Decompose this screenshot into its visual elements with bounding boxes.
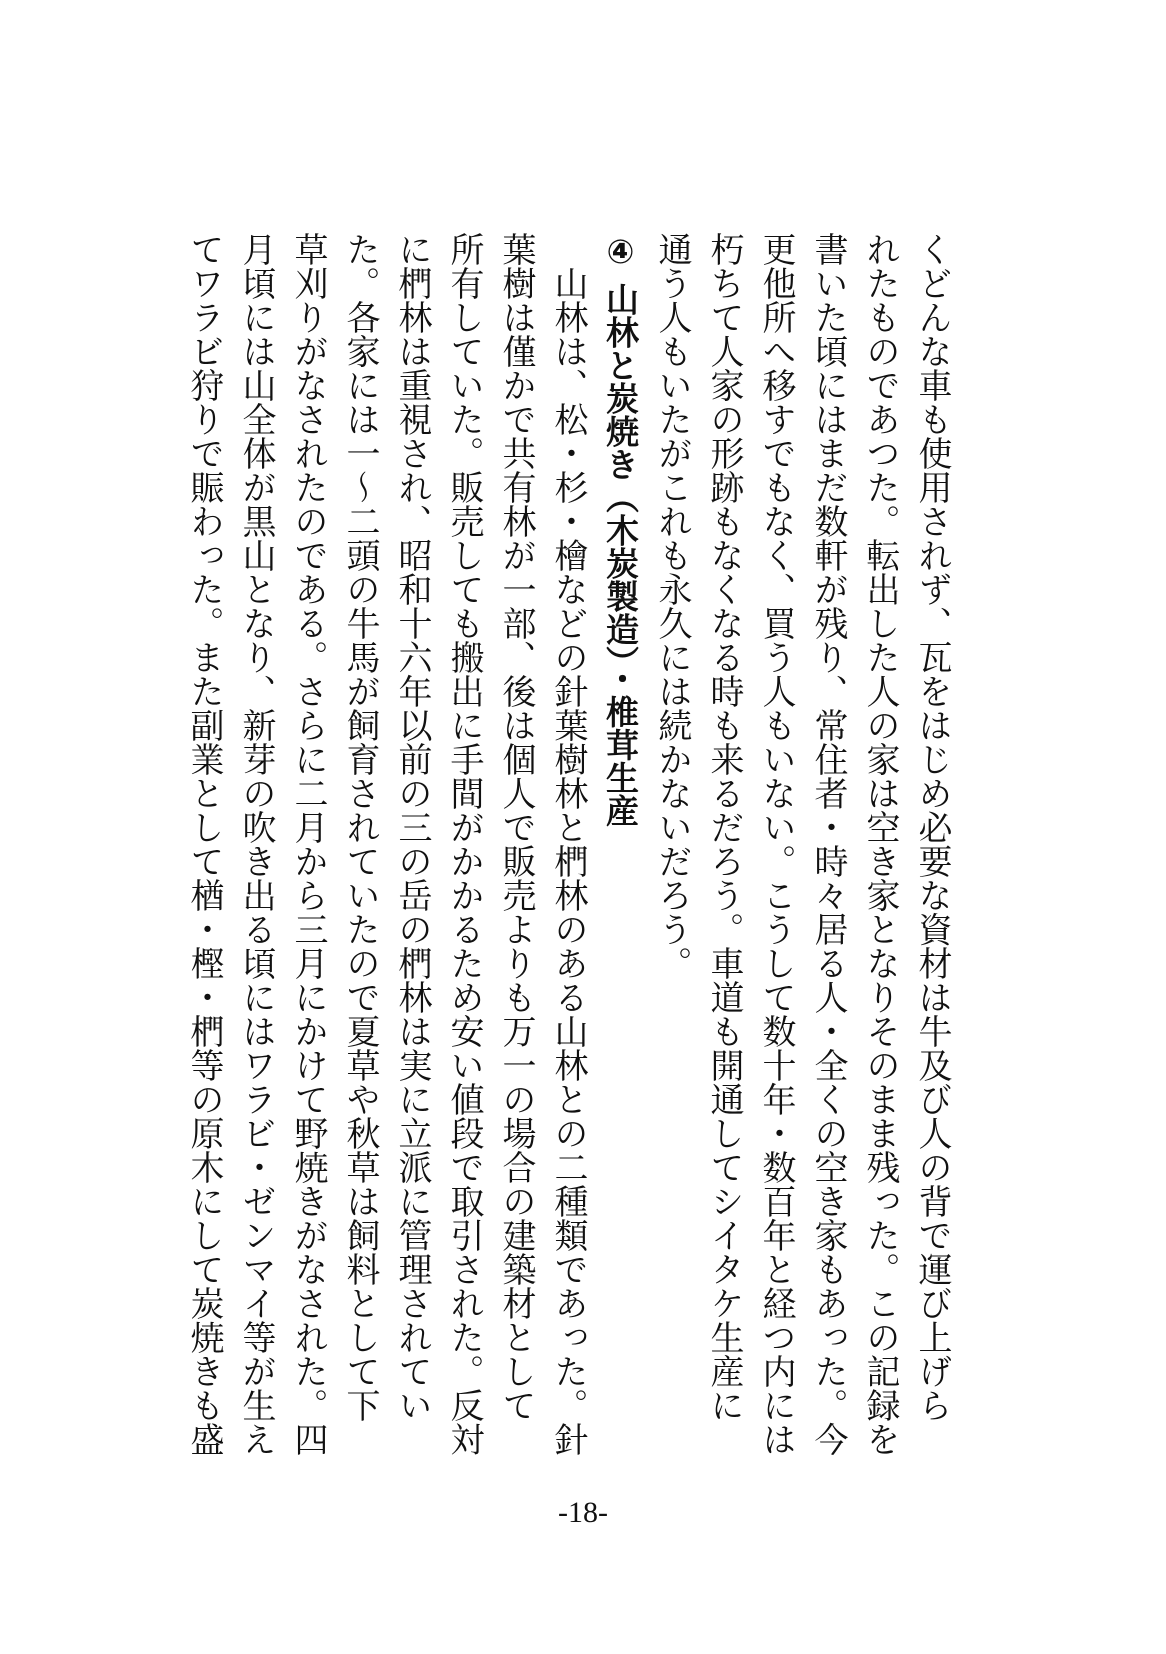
text-line: 所有していた。販売しても搬出に手間がかかるため安い値段で取引された。反対 [444,232,484,1456]
section-heading: ④ 山林と炭焼き（木炭製造）・椎茸生産 [601,232,640,827]
text-line: 山林は、松・杉・檜などの針葉樹林と椚林のある山林との二種類であった。針 [548,232,588,1456]
page-number: -18- [558,1496,608,1529]
text-line: 朽ちて人家の形跡もなくなる時も来るだろう。車道も開通してシイタケ生産に [704,232,744,1422]
text-line: 月頃には山全体が黒山となり、新芽の吹き出る頃にはワラビ・ゼンマイ等が生え [236,232,276,1456]
text-line: くどんな車も使用されず、瓦をはじめ必要な資材は牛及び人の背で運び上げら [912,232,952,1422]
text-line: 書いた頃にはまだ数軒が残り、常住者・時々居る人・全くの空き家もあった。今 [808,232,848,1456]
vertical-text-body [178,232,958,1456]
text-line: てワラビ狩りで賑わった。また副業として楢・樫・椚等の原木にして炭焼きも盛 [184,232,224,1456]
text-line: 通う人もいたがこれも永久には続かないだろう。 [652,232,692,980]
text-line: 更他所へ移すでもなく、買う人もいない。こうして数十年・数百年と経つ内には [756,232,796,1456]
text-line: れたものであつた。転出した人の家は空き家となりそのまま残った。この記録を [860,232,900,1456]
text-line: 葉樹は僅かで共有林が一部、後は個人で販売よりも万一の場合の建築材として [496,232,536,1422]
text-line: に椚林は重視され、昭和十六年以前の三の岳の椚林は実に立派に管理されてい [392,232,432,1422]
text-line: た。各家には一～二頭の牛馬が飼育されていたので夏草や秋草は飼料として下 [340,232,380,1422]
text-line: 草刈りがなされたのである。さらに二月から三月にかけて野焼きがなされた。四 [288,232,328,1456]
